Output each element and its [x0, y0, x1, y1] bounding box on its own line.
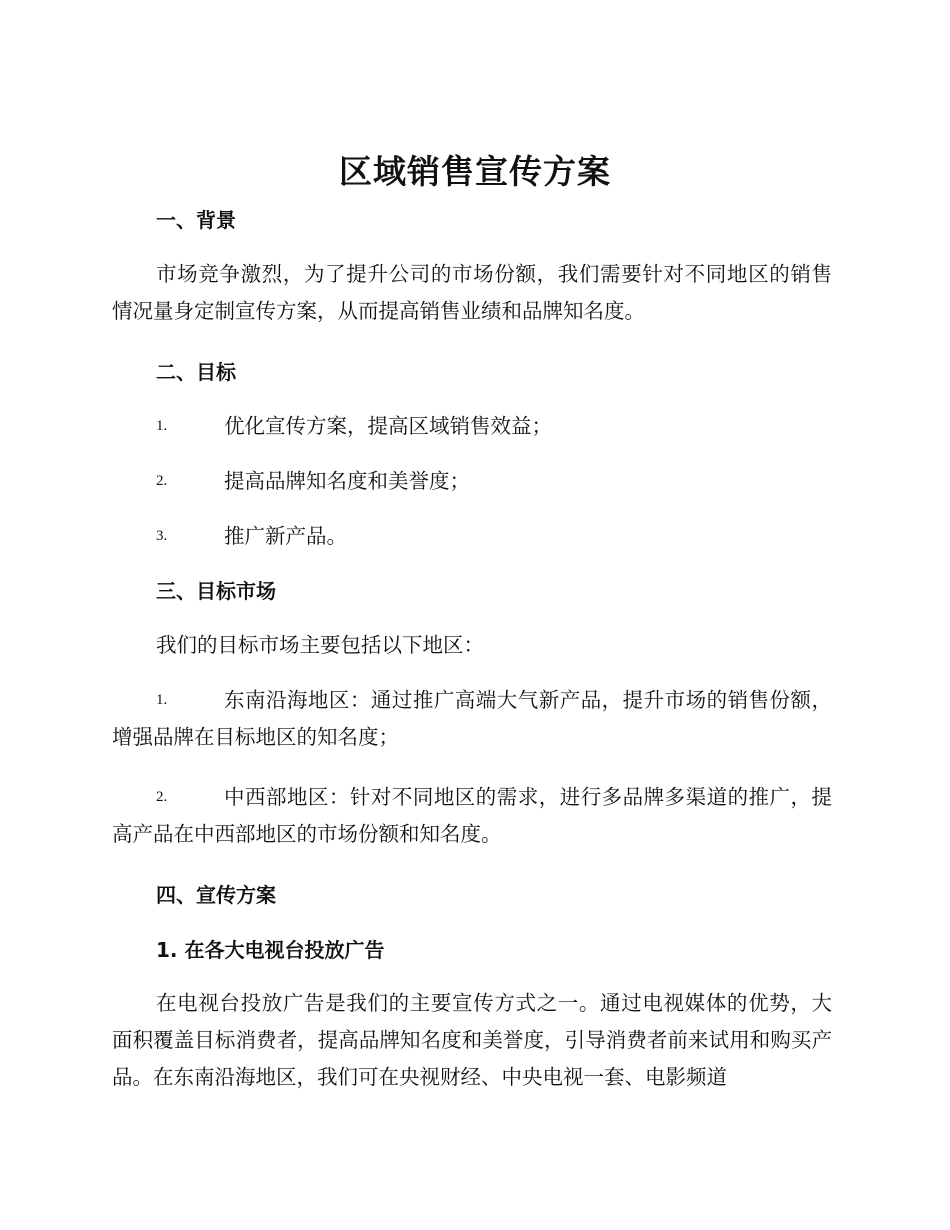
list-text: 中西部地区：针对不同地区的需求，进行多品牌多渠道的推广，提高产品在中西部地区的市场份额和知名度。: [112, 785, 832, 846]
list-text: 推广新产品。: [224, 524, 347, 548]
goal-list-item: [112, 463, 832, 500]
list-number: 1.: [156, 692, 168, 708]
promotion-paragraph: 在电视台投放广告是我们的主要宣传方式之一。通过电视媒体的优势，大面积覆盖目标消费者，提高品牌知名度和美誉度，引导消费者前来试用和购买产品。在东南沿海地区，我们可在央视财经、中央电视一套、电影频道: [112, 991, 832, 1089]
market-list-item: [112, 682, 832, 756]
goal-list-item: [112, 408, 832, 445]
section-heading-background: 一、背景: [156, 208, 236, 232]
list-number: 2.: [156, 789, 168, 805]
section-heading-goals: 二、目标: [156, 360, 236, 384]
list-number: 2.: [156, 473, 168, 489]
target-market-intro: 我们的目标市场主要包括以下地区：: [156, 633, 484, 657]
list-text: 东南沿海地区：通过推广高端大气新产品，提升市场的销售份额，增强品牌在目标地区的知名度；: [112, 688, 832, 749]
goal-list-item: [112, 518, 832, 555]
section-heading-target-market: 三、目标市场: [156, 579, 276, 603]
list-text: 提高品牌知名度和美誉度；: [224, 469, 470, 493]
market-list-item: [112, 779, 832, 853]
subheading-tv-ads: 1. 在各大电视台投放广告: [156, 938, 385, 962]
list-text: 优化宣传方案，提高区域销售效益；: [224, 414, 552, 438]
background-paragraph: 市场竞争激烈，为了提升公司的市场份额，我们需要针对不同地区的销售情况量身定制宣传方案，从而提高销售业绩和品牌知名度。: [112, 262, 832, 323]
list-number: 3.: [156, 528, 168, 544]
list-number: 1.: [156, 418, 168, 434]
section-heading-promotion: 四、宣传方案: [156, 883, 276, 907]
document-title: 区域销售宣传方案: [339, 152, 611, 191]
